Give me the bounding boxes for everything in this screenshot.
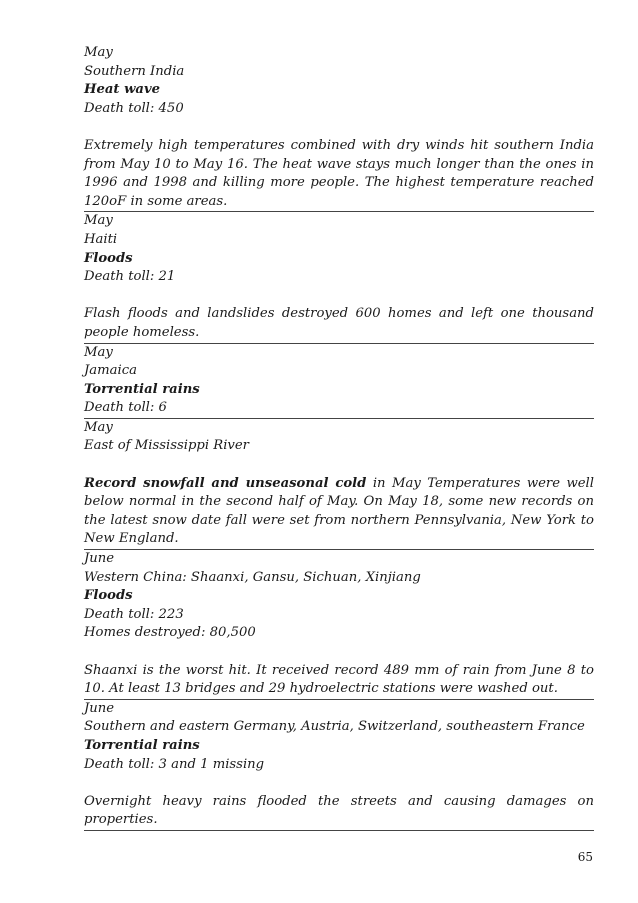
entry-description: Extremely high temperatures combined with dry winds hit southern India from May 10 to May 16. The heat wave stays much longer than the ones in 1996 and 1998 and killing more people. The highest temperature reached 120oF in some areas. — [84, 137, 594, 209]
entry-description-headline: Record snowfall and unseasonal cold — [84, 475, 367, 491]
disaster-entry — [84, 212, 594, 343]
entry-description: Overnight heavy rains flooded the streets and causing damages on properties. — [84, 793, 594, 828]
entry-location: Southern and eastern Germany, Austria, Switzerland, southeastern France — [84, 719, 585, 735]
disaster-entry — [84, 419, 594, 550]
entry-description-text: in May Temperatures were well below normal in the second half of May. On May 18, some new records on the latest snow date fall were set from northern Pennsylvania, New York to New England. — [84, 475, 594, 547]
entry-description: Shaanxi is the worst hit. It received record 489 mm of rain from June 8 to 10. At least 13 bridges and 29 hydroelectric stations were washed out. — [84, 662, 594, 697]
entry-death-toll: Death toll: 3 and 1 missing — [84, 756, 265, 772]
entry-date: May — [84, 419, 113, 435]
entry-description: Flash floods and landslides destroyed 600 homes and left one thousand people homeless. — [84, 306, 594, 340]
entry-event-type: Floods — [84, 588, 133, 604]
entry-date: June — [84, 551, 115, 567]
disaster-entry — [84, 344, 594, 419]
disaster-entry — [84, 550, 594, 700]
disaster-entry — [84, 44, 594, 212]
entry-location: Jamaica — [84, 363, 137, 379]
disaster-list — [84, 44, 594, 831]
entry-death-toll: Death toll: 21 — [84, 269, 176, 285]
entry-date: May — [84, 45, 113, 60]
entry-date: May — [84, 344, 113, 360]
entry-event-type: Floods — [84, 250, 133, 266]
entry-description — [84, 475, 594, 549]
entry-event-type: Torrential rains — [84, 737, 200, 753]
disaster-entry — [84, 700, 594, 831]
entry-date: May — [84, 213, 113, 229]
entry-death-toll: Death toll: 450 — [84, 100, 184, 116]
entry-location: Haiti — [84, 231, 118, 247]
entry-location: East of Mississippi River — [84, 438, 249, 454]
page-number: 65 — [577, 850, 593, 864]
entry-death-toll: Death toll: 6 — [84, 400, 167, 416]
entry-event-type: Heat wave — [84, 82, 161, 98]
entry-date: June — [84, 700, 115, 716]
entry-event-type: Torrential rains — [84, 381, 200, 397]
entry-location: Western China: Shaanxi, Gansu, Sichuan, Xinjiang — [84, 569, 421, 585]
entry-death-toll: Death toll: 223 — [84, 606, 184, 622]
entry-homes-destroyed: Homes destroyed: 80,500 — [84, 625, 256, 641]
entry-location: Southern India — [84, 63, 185, 79]
